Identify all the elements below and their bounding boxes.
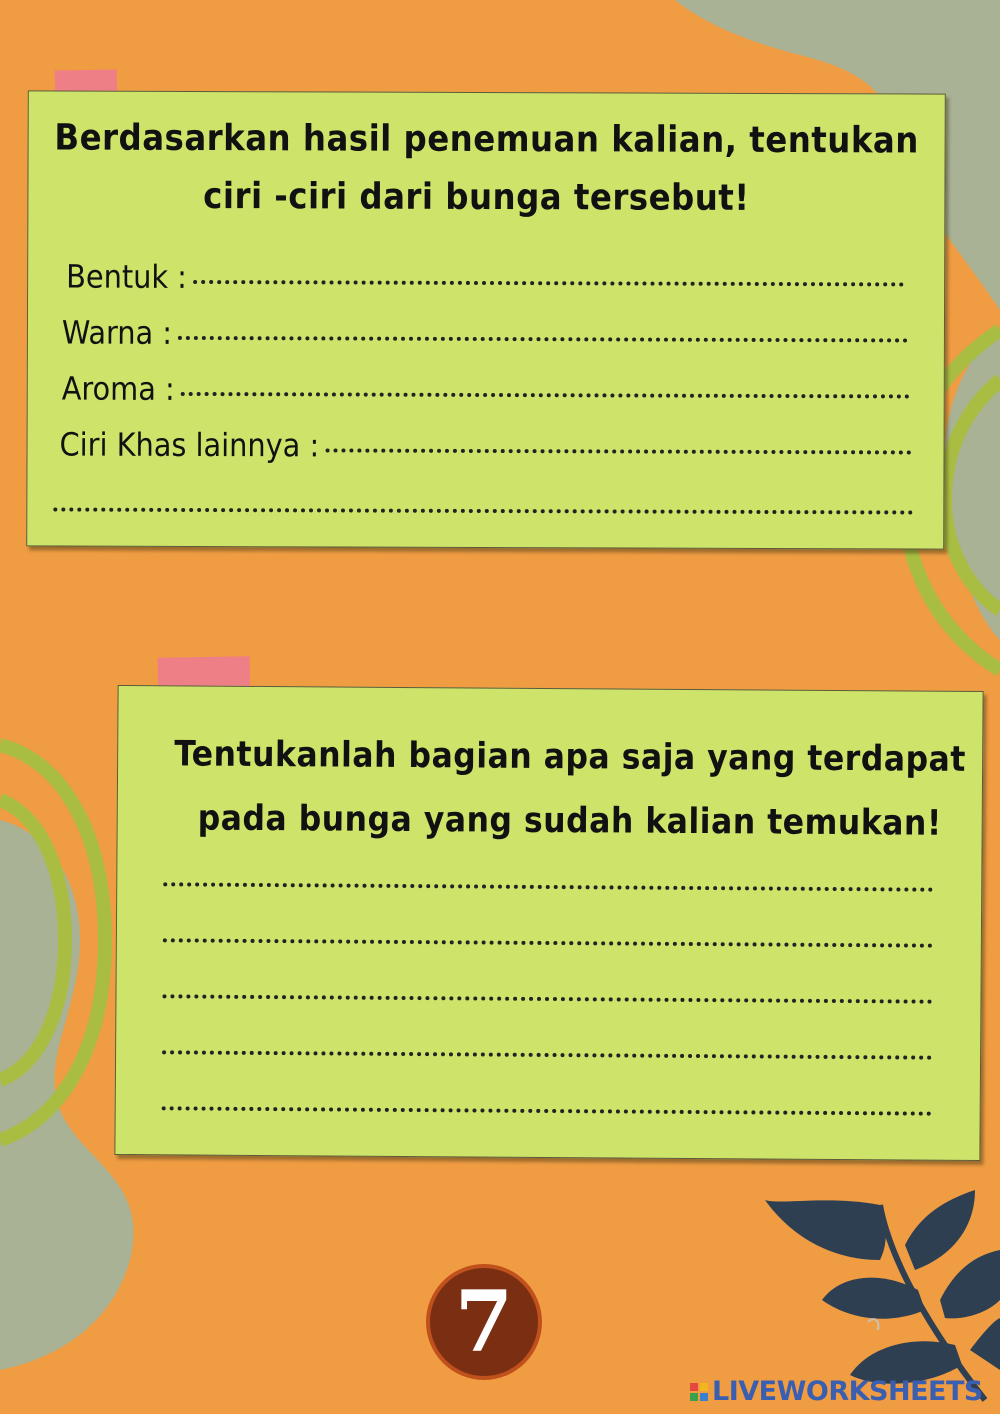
- aroma-answer-line[interactable]: [181, 392, 910, 399]
- answer-line[interactable]: [162, 994, 932, 1003]
- color-answer-line[interactable]: [178, 336, 908, 343]
- answer-line[interactable]: [162, 1106, 932, 1115]
- question-title: [117, 722, 982, 856]
- liveworksheets-logo: [690, 1376, 983, 1407]
- question-card-flower-parts: [114, 685, 983, 1161]
- aroma-label: Aroma :: [61, 369, 175, 408]
- other-traits-answer-field[interactable]: [59, 426, 911, 467]
- color-answer-field[interactable]: [62, 314, 908, 355]
- shape-answer-field[interactable]: [66, 258, 904, 299]
- question-title: [28, 109, 944, 228]
- page-number: 7: [454, 1272, 514, 1371]
- answer-line[interactable]: [163, 882, 933, 891]
- answer-line[interactable]: [162, 1050, 932, 1059]
- aroma-answer-field[interactable]: [62, 370, 910, 411]
- page-number-badge: [426, 1264, 542, 1380]
- other-traits-label: Ciri Khas lainnya :: [59, 425, 320, 465]
- liveworksheets-wordmark: LIVEWORKSHEETS: [712, 1376, 983, 1407]
- leaf-branch: [765, 1190, 1000, 1400]
- color-label: Warna :: [61, 313, 173, 352]
- liveworksheets-logo-icon: [690, 1383, 708, 1401]
- question-title-line-1: Tentukanlah bagian apa saja yang terdapat: [174, 734, 967, 780]
- shape-label: Bentuk :: [66, 257, 187, 296]
- extra-answer-line[interactable]: [53, 507, 913, 514]
- answer-line[interactable]: [163, 938, 933, 947]
- question-card-flower-characteristics: [26, 90, 946, 549]
- shape-answer-line[interactable]: [193, 280, 904, 286]
- question-title-line-1: Berdasarkan hasil penemuan kalian, tentukan: [54, 117, 919, 162]
- other-traits-answer-line[interactable]: [325, 448, 911, 454]
- question-title-line-2: ciri -ciri dari bunga tersebut!: [203, 176, 750, 219]
- question-title-line-2: pada bunga yang sudah kalian temukan!: [197, 798, 942, 844]
